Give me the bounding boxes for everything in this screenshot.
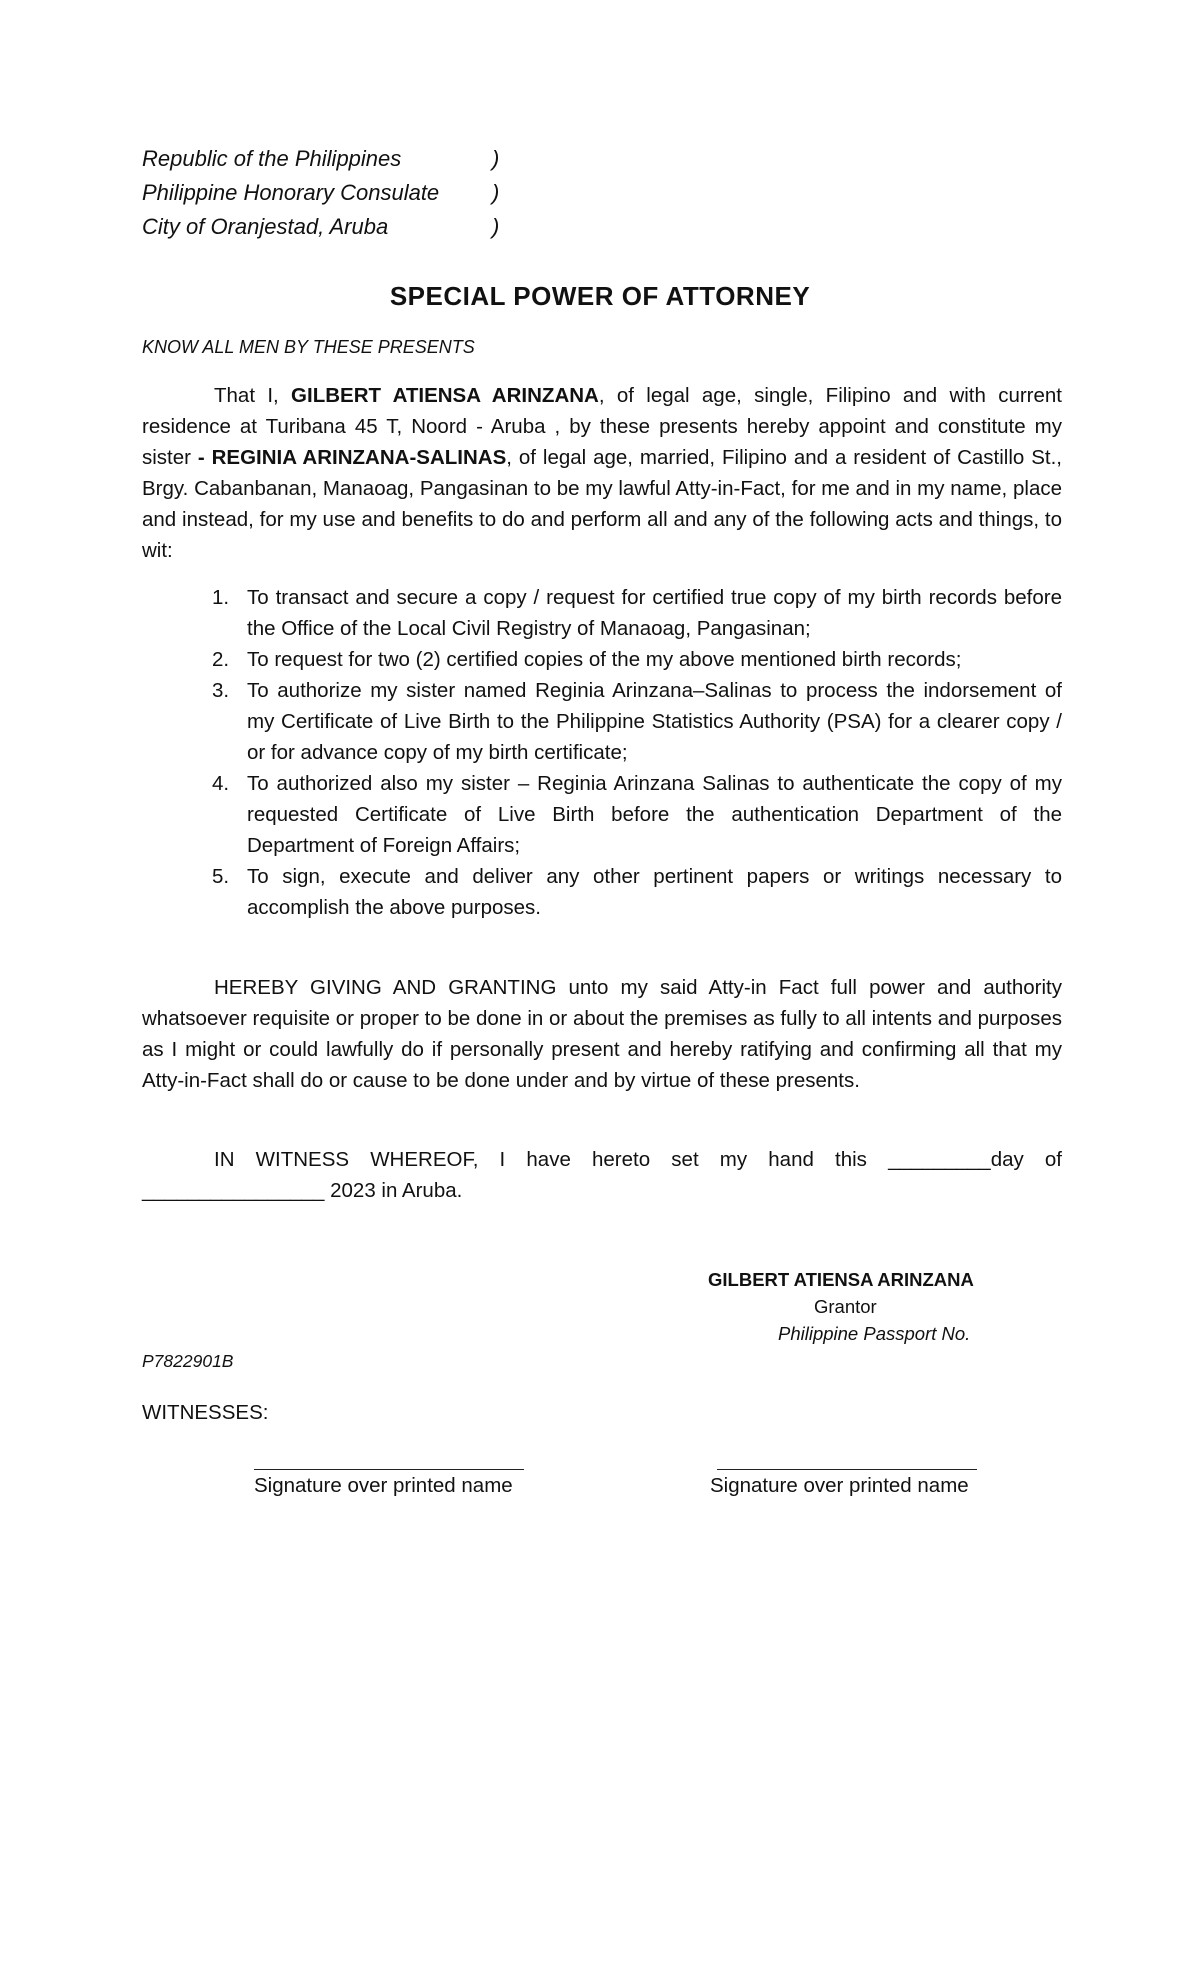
list-item (142, 582, 1062, 644)
granting-paragraph: HEREBY GIVING AND GRANTING unto my said Atty-in Fact full power and authority whatsoever requisite or proper to be done in or about the premises as fully to all intents and purposes as I might or could lawfully do if personally present and hereby ratifying and confirming all that my Atty-in-Fact shall do or cause to be done under and by virtue of these presents. (142, 976, 1062, 1092)
list-item-number: 1. (212, 586, 230, 609)
venue-paren: ) (492, 146, 500, 171)
intro-text-3: , of legal age, married, Filipino and a resident of Castillo St., Brgy. Cabanbanan, Manaoag, Pangasinan to be my lawful Atty-in-Fact, for me and in my name, place and instead, for my use and benefits to do and perform all and any of the following acts and things, to wit: (142, 446, 1062, 562)
venue-line-country (142, 142, 502, 176)
intro-text-1: That I, (214, 384, 292, 407)
list-item (142, 675, 1062, 768)
list-item-number: 5. (212, 865, 230, 888)
list-item-number: 4. (212, 772, 230, 795)
grantor-name-inline: GILBERT ATIENSA ARINZANA (291, 384, 599, 407)
witness-clause-paragraph: IN WITNESS WHEREOF, I have hereto set my hand this _________day of ________________ 2023 in Aruba. (142, 1148, 1062, 1202)
list-item-text: To sign, execute and deliver any other pertinent papers or writings necessary to accomplish the above purposes. (247, 865, 1062, 919)
witnesses-heading: WITNESSES: (142, 1401, 269, 1424)
witness-signature-caption-1: Signature over printed name (254, 1474, 513, 1497)
venue-line-city (142, 210, 502, 244)
venue-consulate: Philippine Honorary Consulate (142, 180, 440, 205)
know-all-men-heading: KNOW ALL MEN BY THESE PRESENTS (142, 337, 475, 357)
list-item (142, 861, 1062, 923)
venue-country: Republic of the Philippines (142, 146, 402, 171)
grantor-name: GILBERT ATIENSA ARINZANA (708, 1269, 974, 1290)
powers-list (142, 582, 1062, 923)
venue-line-consulate (142, 176, 502, 210)
list-item-text: To authorized also my sister – Reginia Arinzana Salinas to authenticate the copy of my requested Certificate of Live Birth before the authentication Department of the Department of Foreign Affairs; (247, 772, 1062, 857)
list-item-text: To transact and secure a copy / request for certified true copy of my birth records before the Office of the Local Civil Registry of Manaoag, Pangasinan; (247, 586, 1062, 640)
witness-signature-line-1 (254, 1469, 524, 1470)
intro-text-2: , of legal age, single, Filipino and with current residence at Turibana 45 T, Noord - Aruba , by these presents hereby appoint and constitute my sister (142, 384, 1063, 469)
list-item-number: 3. (212, 679, 230, 702)
list-item-number: 2. (212, 648, 230, 671)
list-item-text: To request for two (2) certified copies of the my above mentioned birth records; (247, 648, 962, 671)
list-item (142, 644, 1062, 675)
passport-number: P7822901B (142, 1351, 234, 1371)
witness-signature-line-2 (717, 1469, 977, 1470)
grantor-role: Grantor (814, 1296, 877, 1317)
list-item (142, 768, 1062, 861)
venue-city: City of Oranjestad, Aruba (142, 214, 389, 239)
passport-label: Philippine Passport No. (778, 1323, 971, 1344)
venue-paren: ) (492, 180, 500, 205)
grantor-signature-block (708, 1266, 988, 1347)
attorney-name-inline: REGINIA ARINZANA-SALINAS (204, 446, 507, 469)
venue-caption (142, 142, 502, 244)
intro-paragraph (142, 380, 1062, 566)
venue-paren: ) (492, 214, 500, 239)
intro-dash: - (197, 446, 205, 469)
list-item-text: To authorize my sister named Reginia Arinzana–Salinas to process the indorsement of my Certificate of Live Birth to the Philippine Statistics Authority (PSA) for a clearer copy / or for advance copy of my birth certificate; (247, 679, 1062, 764)
witness-signature-caption-2: Signature over printed name (710, 1474, 969, 1497)
document-title: SPECIAL POWER OF ATTORNEY (389, 281, 811, 311)
